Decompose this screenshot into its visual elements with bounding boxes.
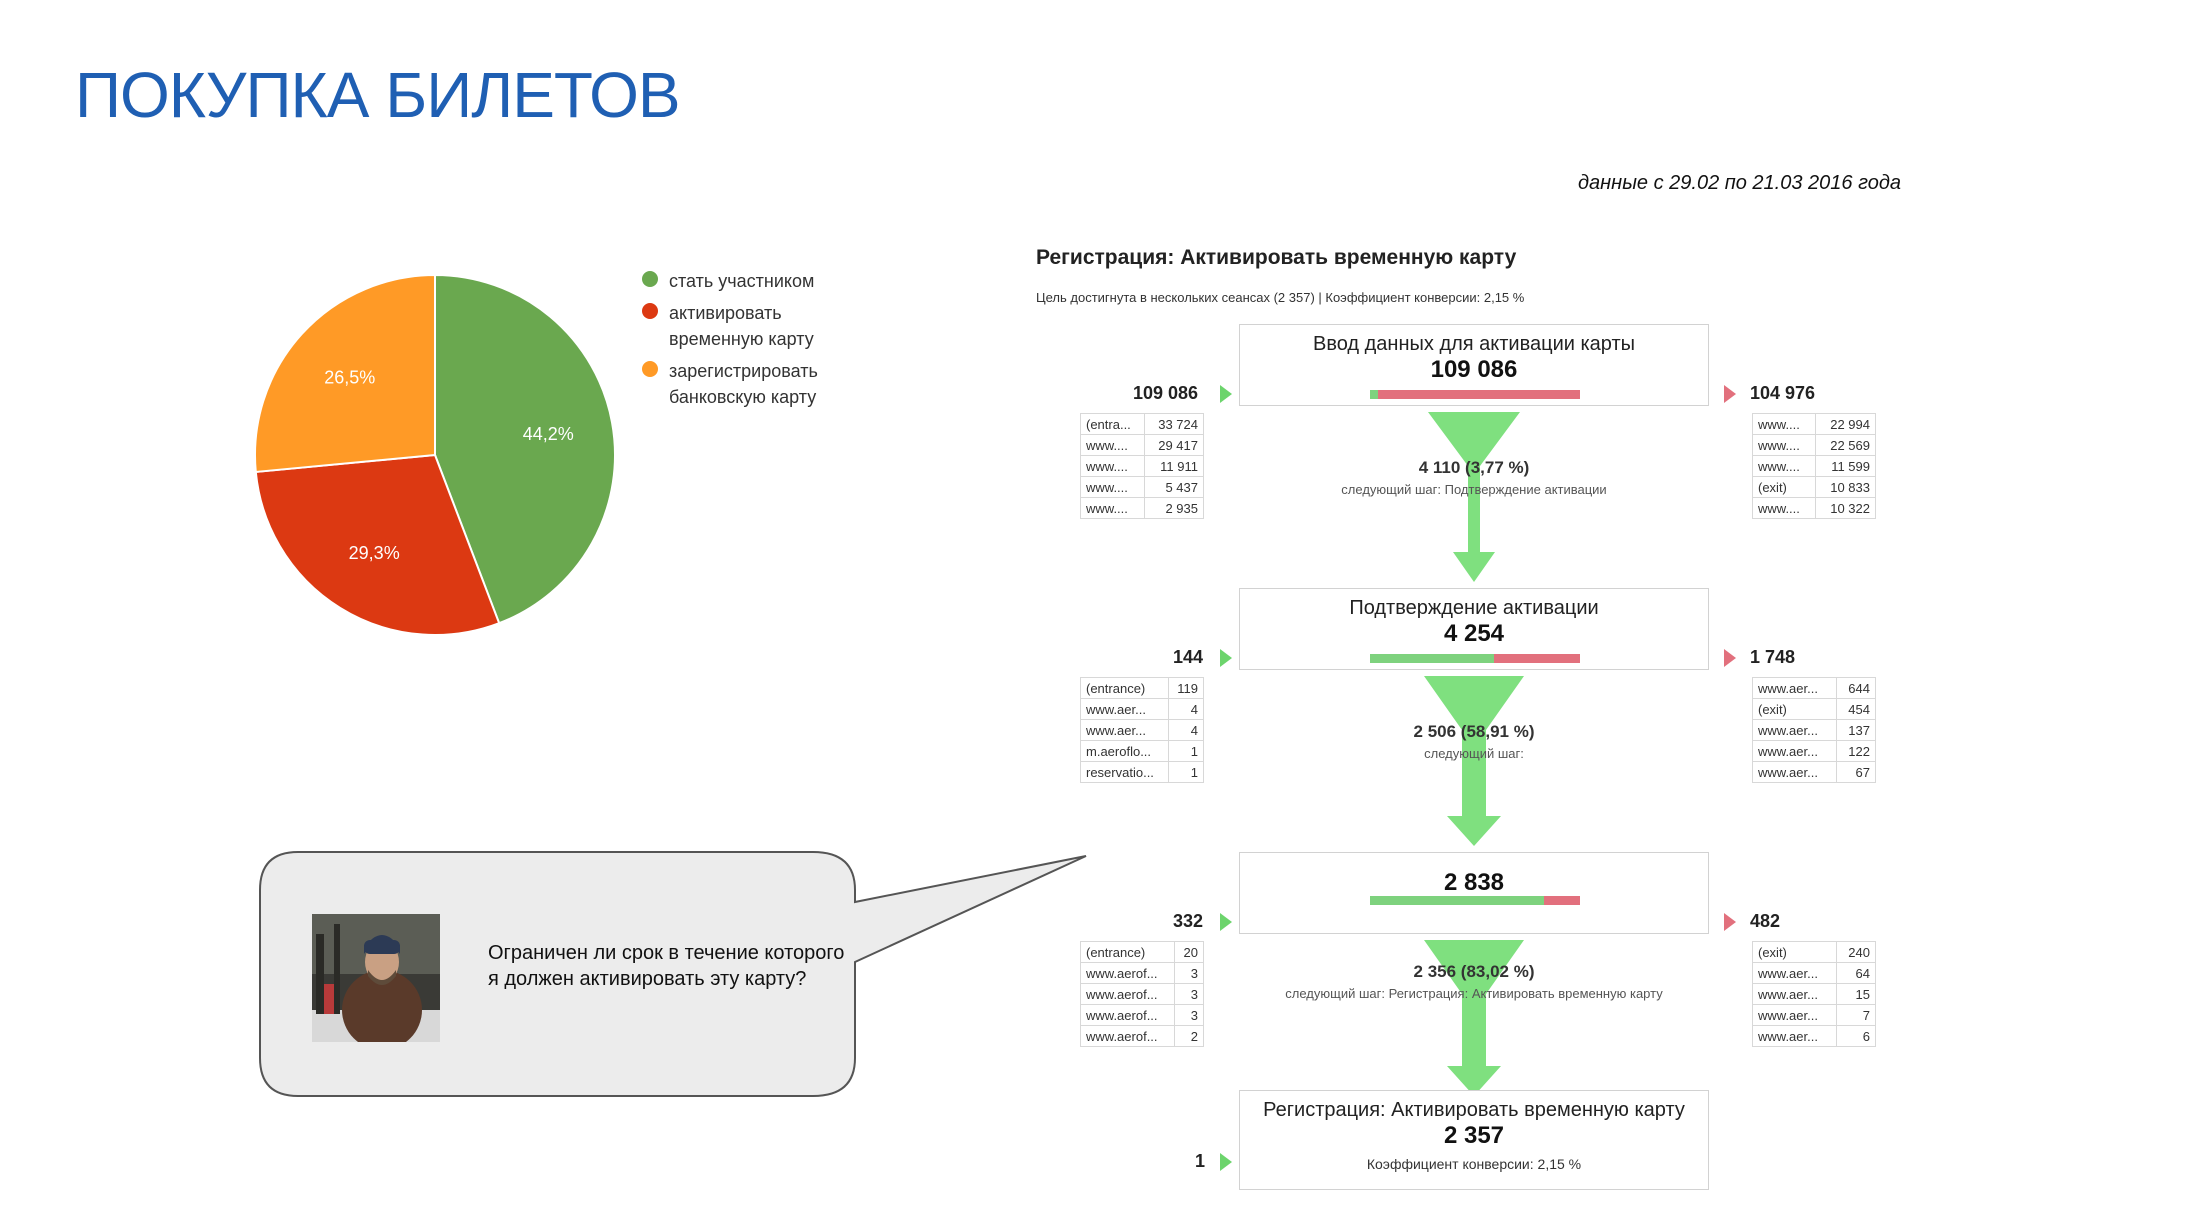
source-count: 3 (1174, 1005, 1203, 1026)
target-name[interactable]: www.... (1753, 435, 1816, 456)
step-conversion: 2 356 (83,02 %) (1413, 962, 1535, 981)
entry-sources-table (1080, 677, 1204, 783)
step-value: 2 357 (1443, 1122, 1505, 1149)
exit-targets-table (1752, 941, 1876, 1047)
source-name[interactable]: www.aerof... (1081, 963, 1175, 984)
source-name[interactable]: (entra... (1081, 414, 1145, 435)
target-name[interactable]: www.... (1753, 456, 1816, 477)
target-name[interactable]: www.aer... (1753, 1026, 1837, 1047)
step-conversion: 4 110 (3,77 %) (1418, 458, 1530, 477)
target-count: 644 (1837, 678, 1876, 699)
target-name[interactable]: (exit) (1753, 477, 1816, 498)
step-value: 4 254 (1443, 620, 1505, 647)
entry-arrow-icon (1220, 1153, 1232, 1171)
step-bar-exit (1370, 390, 1580, 399)
step-name: Подтверждение активации (1349, 597, 1599, 619)
step-entries: 1 (1195, 1151, 1206, 1171)
source-name[interactable]: www.aer... (1081, 720, 1169, 741)
page-title: ПОКУПКА БИЛЕТОВ (75, 59, 680, 131)
target-count: 122 (1837, 741, 1876, 762)
flow-arrow (1428, 412, 1520, 582)
exit-arrow-icon (1724, 385, 1736, 403)
target-name[interactable]: www.aer... (1753, 741, 1837, 762)
source-count: 20 (1174, 942, 1203, 963)
source-name[interactable]: www.... (1081, 477, 1145, 498)
source-name[interactable]: reservatio... (1081, 762, 1169, 783)
target-name[interactable]: www.aer... (1753, 762, 1837, 783)
target-name[interactable]: (exit) (1753, 699, 1837, 720)
next-step-label: следующий шаг: Регистрация: Активировать временную карту (1285, 986, 1663, 1001)
exit-targets-table (1752, 677, 1876, 783)
source-count: 33 724 (1145, 414, 1204, 435)
source-count: 4 (1168, 699, 1203, 720)
source-name[interactable]: www.... (1081, 498, 1145, 519)
funnel-title: Регистрация: Активировать временную карту (1036, 246, 1517, 269)
date-range-note: данные с 29.02 по 21.03 2016 года (1578, 172, 1902, 194)
step-name: Ввод данных для активации карты (1312, 333, 1636, 355)
target-name[interactable]: www.... (1753, 498, 1816, 519)
entry-arrow-icon (1220, 649, 1232, 667)
target-name[interactable]: www.aer... (1753, 984, 1837, 1005)
source-name[interactable]: www.aerof... (1081, 984, 1175, 1005)
step-entries: 332 (1173, 911, 1204, 931)
exit-targets-table (1752, 413, 1876, 519)
step-entries: 144 (1173, 647, 1204, 667)
target-count: 15 (1837, 984, 1876, 1005)
target-name[interactable]: www.aer... (1753, 963, 1837, 984)
source-count: 11 911 (1145, 456, 1204, 477)
target-name[interactable]: www.aer... (1753, 678, 1837, 699)
entry-sources-table (1080, 941, 1204, 1047)
source-count: 2 935 (1145, 498, 1204, 519)
target-count: 22 569 (1815, 435, 1875, 456)
target-count: 10 833 (1815, 477, 1875, 498)
step-bar-proceed (1370, 654, 1494, 663)
source-count: 1 (1168, 741, 1203, 762)
next-step-label: следующий шаг: (1424, 746, 1524, 761)
source-name[interactable]: www.aerof... (1081, 1005, 1175, 1026)
target-count: 240 (1837, 942, 1876, 963)
source-count: 4 (1168, 720, 1203, 741)
legend-label: активировать временную карту (669, 303, 814, 349)
target-count: 454 (1837, 699, 1876, 720)
step-value: 2 838 (1443, 869, 1505, 896)
funnel-subtitle: Цель достигнута в нескольких сеансах (2 357) | Коэффициент конверсии: 2,15 % (1036, 290, 1525, 305)
comment-text: Ограничен ли срок в течение которого я должен активировать эту карту? (488, 942, 845, 990)
step-name: Регистрация: Активировать временную карту (1263, 1099, 1685, 1121)
source-count: 1 (1168, 762, 1203, 783)
entry-sources-table (1080, 413, 1204, 519)
funnel-step[interactable] (1239, 852, 1709, 934)
target-name[interactable]: www.aer... (1753, 720, 1837, 741)
target-count: 22 994 (1815, 414, 1875, 435)
source-name[interactable]: www.... (1081, 456, 1145, 477)
pie-slice-label: 44,2% (522, 424, 574, 445)
target-count: 64 (1837, 963, 1876, 984)
source-name[interactable]: (entrance) (1081, 678, 1169, 699)
step-conversion-rate: Коэффициент конверсии: 2,15 % (1366, 1156, 1582, 1172)
target-count: 137 (1837, 720, 1876, 741)
target-name[interactable]: www.... (1753, 414, 1816, 435)
step-bar-proceed (1370, 390, 1378, 399)
source-name[interactable]: www.aer... (1081, 699, 1169, 720)
legend-label: зарегистрировать банковскую карту (669, 361, 818, 407)
next-step-label: следующий шаг: Подтверждение активации (1341, 482, 1607, 497)
step-conversion: 2 506 (58,91 %) (1413, 722, 1535, 741)
step-exits: 1 748 (1750, 647, 1796, 667)
source-count: 29 417 (1145, 435, 1204, 456)
exit-arrow-icon (1724, 649, 1736, 667)
target-count: 6 (1837, 1026, 1876, 1047)
source-count: 3 (1174, 963, 1203, 984)
target-count: 7 (1837, 1005, 1876, 1026)
step-exits: 482 (1750, 911, 1781, 931)
entry-arrow-icon (1220, 385, 1232, 403)
target-name[interactable]: www.aer... (1753, 1005, 1837, 1026)
entry-arrow-icon (1220, 913, 1232, 931)
pie-slice-label: 29,3% (348, 542, 400, 563)
target-count: 67 (1837, 762, 1876, 783)
source-count: 2 (1174, 1026, 1203, 1047)
source-count: 3 (1174, 984, 1203, 1005)
funnel-goal-step[interactable] (1239, 1090, 1709, 1190)
step-entries: 109 086 (1133, 383, 1199, 403)
step-exits: 104 976 (1750, 383, 1816, 403)
target-count: 11 599 (1815, 456, 1875, 477)
source-name[interactable]: (entrance) (1081, 942, 1175, 963)
step-bar-proceed (1370, 896, 1544, 905)
target-name[interactable]: (exit) (1753, 942, 1837, 963)
pie-slice-label: 26,5% (324, 367, 376, 388)
source-name[interactable]: m.aeroflo... (1081, 741, 1169, 762)
source-count: 5 437 (1145, 477, 1204, 498)
source-name[interactable]: www.aerof... (1081, 1026, 1175, 1047)
exit-arrow-icon (1724, 913, 1736, 931)
source-count: 119 (1168, 678, 1203, 699)
flow-arrow (1424, 676, 1524, 846)
source-name[interactable]: www.... (1081, 435, 1145, 456)
target-count: 10 322 (1815, 498, 1875, 519)
step-value: 109 086 (1430, 356, 1518, 383)
legend-label: стать участником (669, 271, 815, 291)
